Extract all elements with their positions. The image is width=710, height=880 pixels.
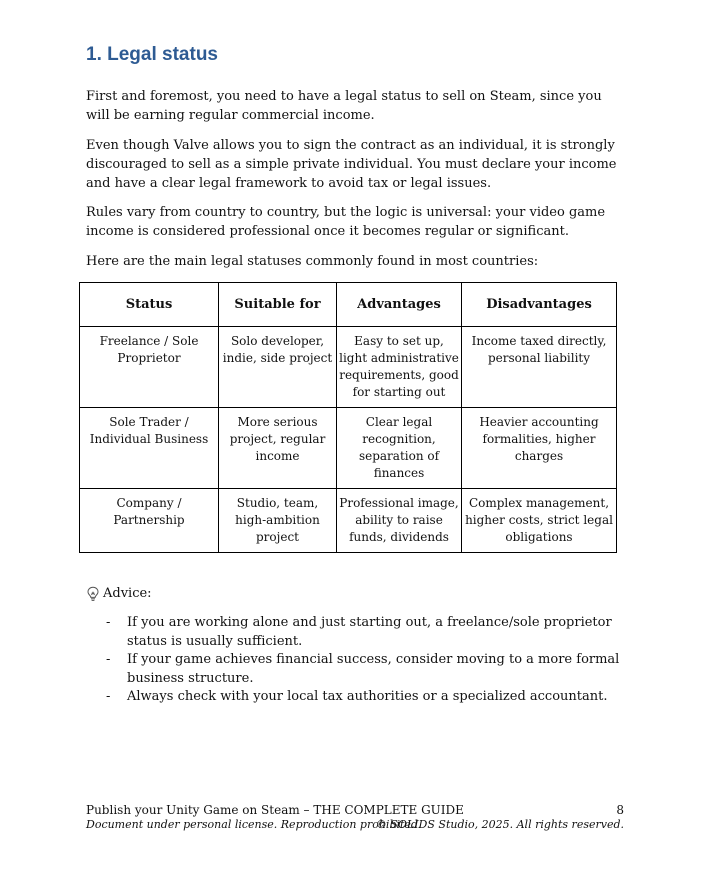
section-heading: 1. Legal status bbox=[86, 44, 218, 65]
advice-item-text: If you are working alone and just starting out, a freelance/sole proprietor status is usually sufficient. bbox=[127, 615, 612, 649]
table-cell: Sole Trader / Individual Business bbox=[80, 408, 219, 489]
table-cell: Heavier accounting formalities, higher charges bbox=[462, 408, 617, 489]
table-row bbox=[80, 408, 617, 489]
table-cell: Freelance / Sole Proprietor bbox=[80, 327, 219, 408]
lightbulb-icon bbox=[86, 586, 100, 602]
paragraph-valve: Even though Valve allows you to sign the contract as an individual, it is strongly discouraged to sell as a simple private individual. You must declare your income and have a clear legal framework to avoid tax or legal issues. bbox=[86, 138, 617, 191]
table-header: Status bbox=[80, 283, 219, 327]
table-row bbox=[80, 489, 617, 553]
table-cell: Professional image, ability to raise funds, dividends bbox=[337, 489, 462, 553]
page-number: 8 bbox=[616, 803, 624, 817]
footer-copyright: © SOLIDS Studio, 2025. All rights reserved. bbox=[375, 818, 624, 831]
footer-title: Publish your Unity Game on Steam – THE COMPLETE GUIDE bbox=[86, 803, 464, 817]
table-cell: Easy to set up, light administrative requirements, good for starting out bbox=[337, 327, 462, 408]
table-header: Advantages bbox=[337, 283, 462, 327]
advice-label: Advice: bbox=[103, 586, 152, 601]
legal-status-table bbox=[79, 282, 617, 553]
advice-list bbox=[86, 614, 626, 707]
table-cell: Clear legal recognition, separation of finances bbox=[337, 408, 462, 489]
table-cell: Studio, team, high-ambition project bbox=[219, 489, 337, 553]
footer-license: Document under personal license. Reproduction prohibited. bbox=[86, 818, 422, 831]
list-item: - Always check with your local tax authorities or a specialized accountant. bbox=[106, 689, 608, 705]
table-header: Disadvantages bbox=[462, 283, 617, 327]
advice-item-text: If your game achieves financial success, consider moving to a more formal business structure. bbox=[127, 652, 620, 686]
paragraph-rules: Rules vary from country to country, but the logic is universal: your video game income is considered professional once it becomes regular or significant. bbox=[86, 205, 606, 239]
table-cell: Complex management, higher costs, strict legal obligations bbox=[462, 489, 617, 553]
paragraph-intro: First and foremost, you need to have a legal status to sell on Steam, since you will be earning regular commercial income. bbox=[86, 89, 602, 123]
table-cell: Solo developer, indie, side project bbox=[219, 327, 337, 408]
table-header-row bbox=[80, 283, 617, 327]
list-item: - If you are working alone and just starting out, a freelance/sole proprietor status is usually sufficient. bbox=[106, 615, 612, 649]
table-cell: More serious project, regular income bbox=[219, 408, 337, 489]
table-row bbox=[80, 327, 617, 408]
paragraph-table-intro: Here are the main legal statuses commonly found in most countries: bbox=[86, 254, 539, 269]
advice-heading bbox=[86, 585, 152, 603]
list-item: - If your game achieves financial success, consider moving to a more formal business structure. bbox=[106, 652, 620, 686]
table-cell: Company / Partnership bbox=[80, 489, 219, 553]
advice-item-text: Always check with your local tax authorities or a specialized accountant. bbox=[127, 689, 608, 705]
table-header: Suitable for bbox=[219, 283, 337, 327]
table-cell: Income taxed directly, personal liability bbox=[462, 327, 617, 408]
